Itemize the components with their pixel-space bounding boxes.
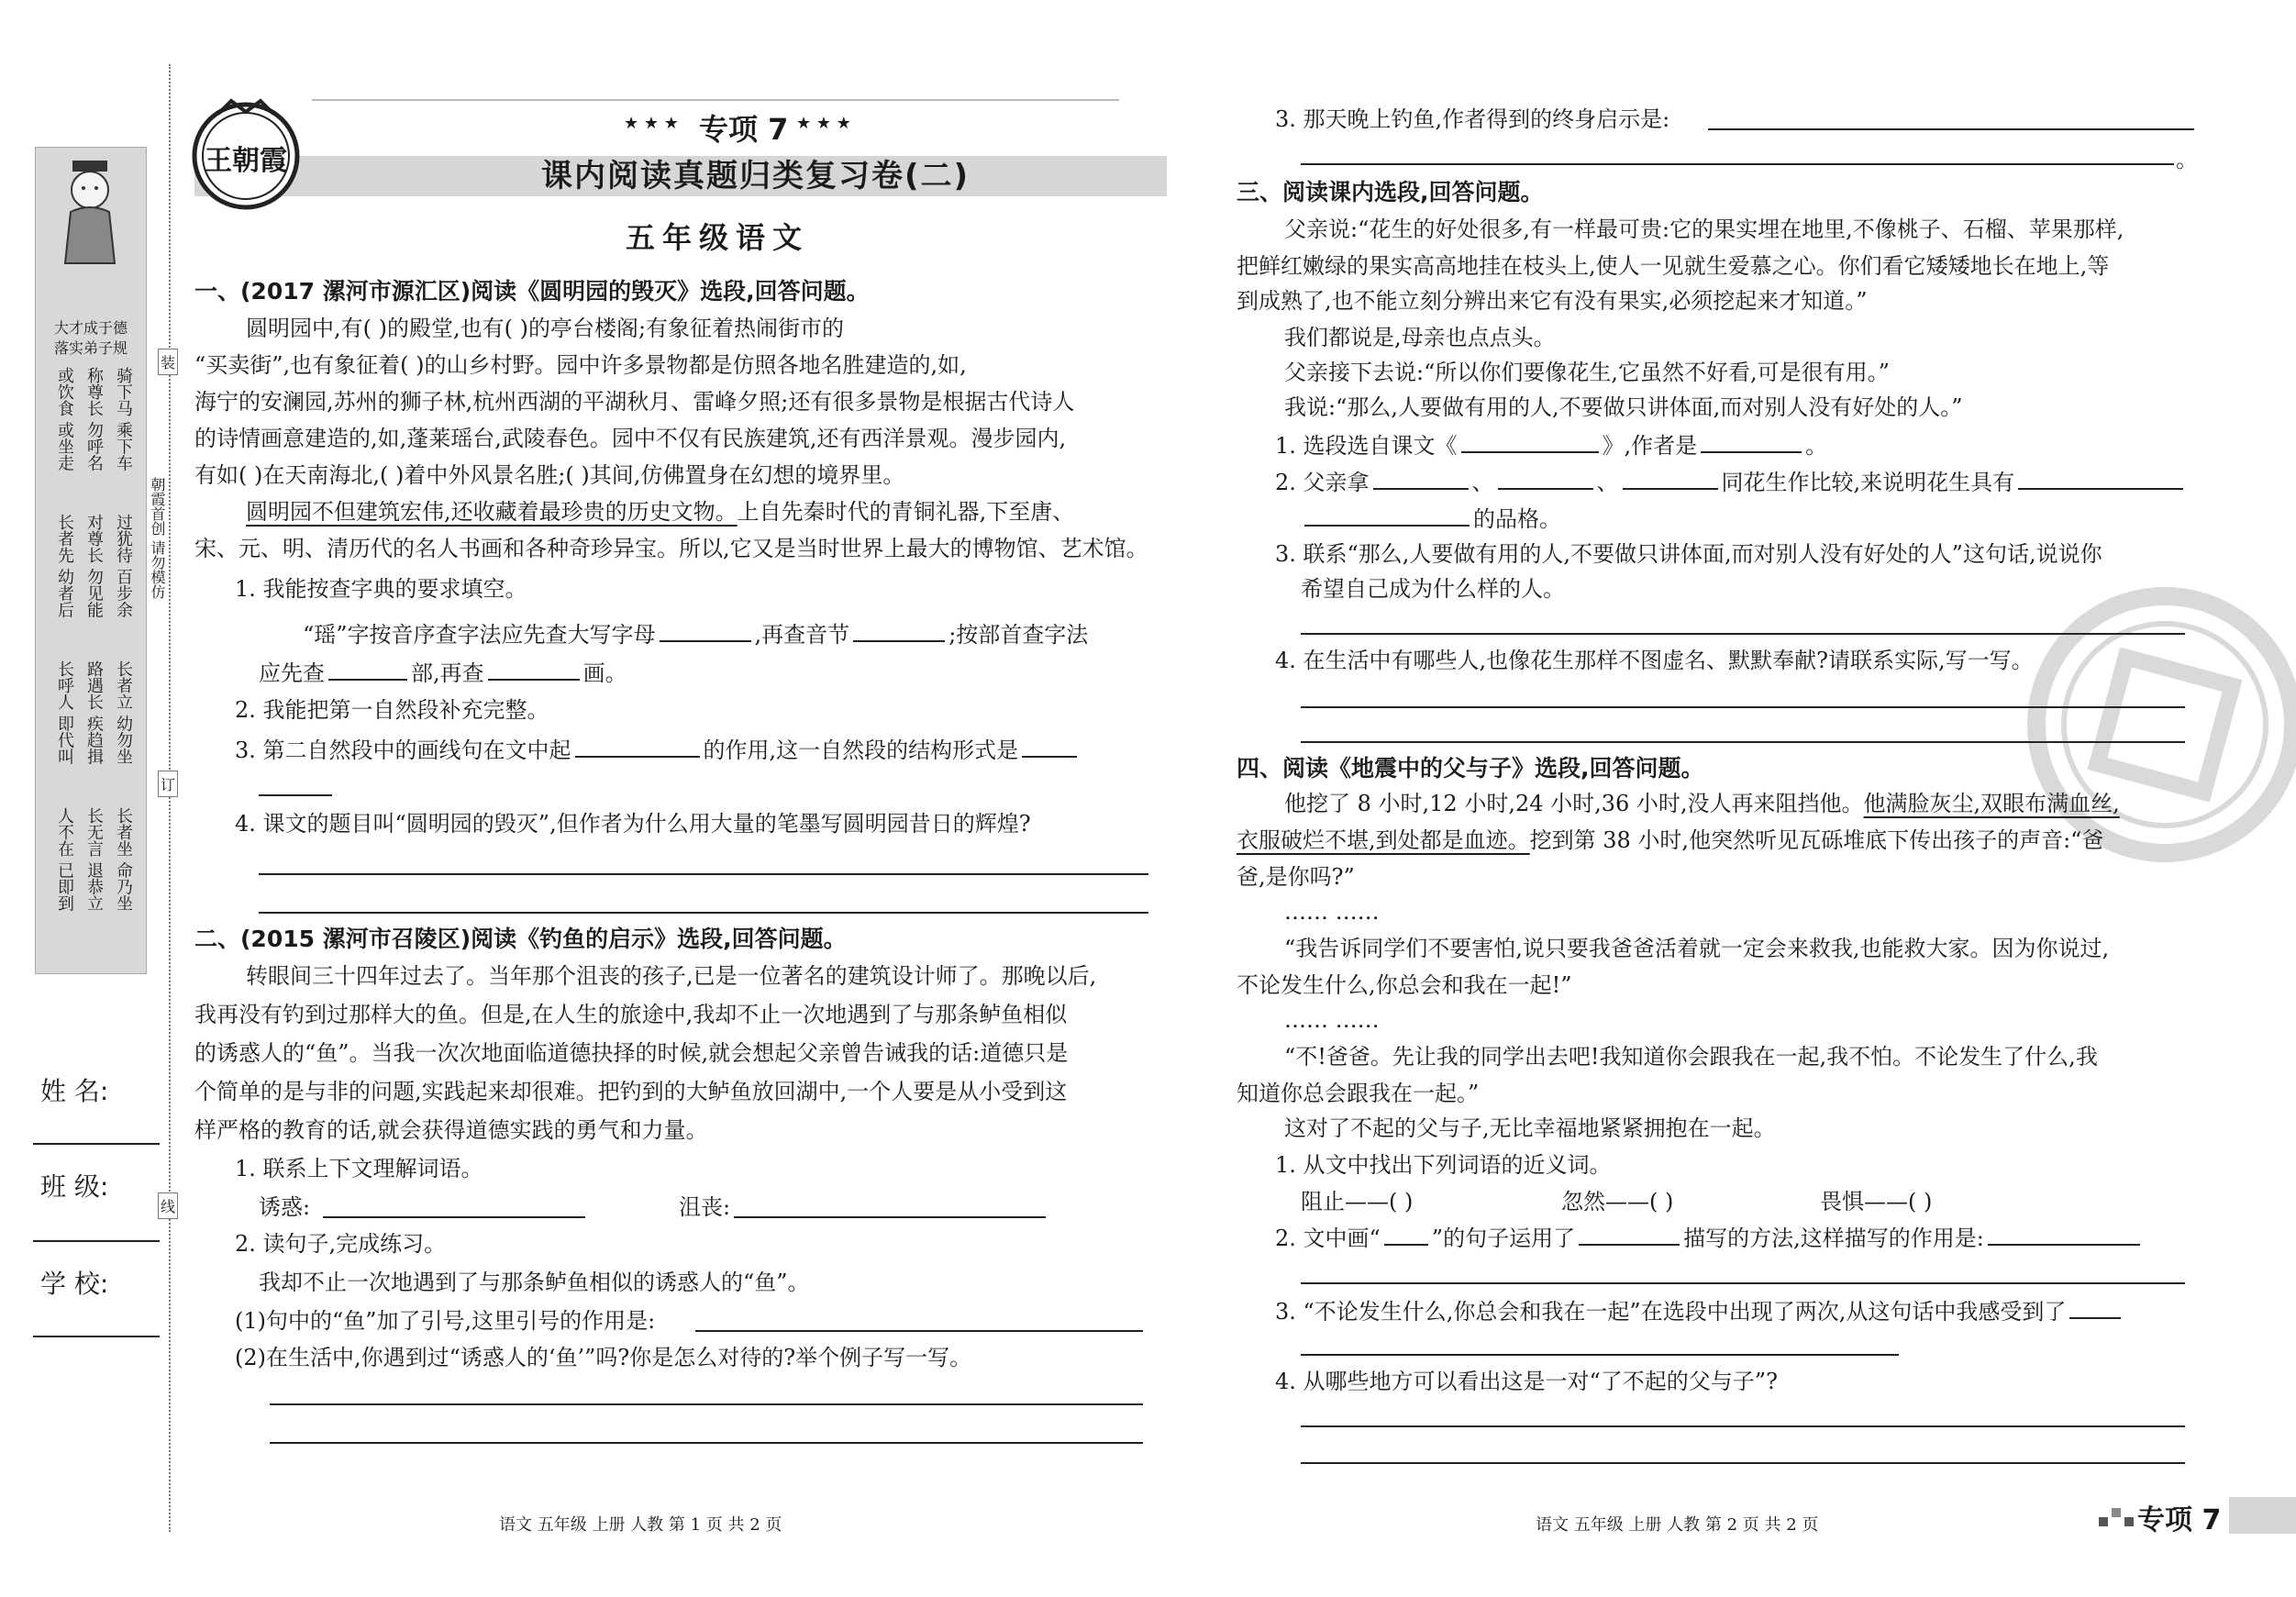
s1-p1-line2: “买卖街”,也有象征着( )的山乡村野。园中许多景物都是仿照各地名胜建造的,如, [194,352,967,378]
section2-heading: 二、(2015 漯河市召陵区)阅读《钓鱼的启示》选段,回答问题。 [194,926,847,952]
s4-p3-line2: 知道你总会跟我在一起。” [1237,1081,1480,1106]
section3-heading: 三、阅读课内选段,回答问题。 [1237,179,1544,205]
s1-q1-syllable-blank[interactable] [853,616,945,642]
binding-mark: 订 [158,771,178,797]
s3-q2-quality-blank[interactable] [2018,464,2183,490]
s3-p-line4: 我们都说是,母亲也点点头。 [1284,325,1556,350]
motto-top: 大才成于德 [53,319,128,337]
s1-p2-line2: 宋、元、明、清历代的名人书画和各种奇珍异宝。所以,它又是当时世界上最大的博物馆、艺术馆。 [194,536,1148,561]
s4-ellipsis1: …… …… [1284,899,1380,925]
s3-q2-fruit-blank3[interactable] [1623,464,1718,490]
s4-q3-feeling-blank[interactable] [2069,1293,2121,1319]
name-field[interactable] [33,1143,160,1145]
s1-p1-line5: 有如( )在天南海北,( )着中外风景名胜;( )其间,仿佛置身在幻想的境界里。 [194,462,905,488]
binding-mark: 线 [158,1192,178,1219]
s3-p-line1: 父亲说:“花生的好处很多,有一样最可贵:它的果实埋在地里,不像桃子、石榴、苹果那样, [1284,216,2124,242]
s3-q1: 1. 选段选自课文《 》,作者是 。 [1275,427,1827,462]
copyright-note: 朝霞首创 请勿模仿 [149,477,166,600]
s4-q4: 4. 从哪些地方可以看出这是一对“了不起的父与子”? [1275,1369,1778,1394]
s4-q2-method-blank[interactable] [1579,1220,1680,1246]
s4-q3: 3. “不论发生什么,你总会和我在一起”在选段中出现了两次,从这句话中我感受到了 [1275,1293,2124,1328]
stars-right: ★ ★ ★ [796,114,851,133]
school-label: 学 校: [40,1269,109,1299]
corner-special: 专项 7 [2137,1504,2222,1536]
s1-q3-role-blank[interactable] [575,732,700,758]
s4-q1-word3: 畏惧——( ) [1820,1189,1933,1214]
corner-dots [2099,1504,2135,1532]
s1-underlined-sentence: 圆明园不但建筑宏伟,还收藏着最珍贵的历史文物。 [246,499,738,525]
section1-heading: 一、(2017 漯河市源汇区)阅读《圆明园的毁灭》选段,回答问题。 [194,278,870,305]
special-number: 专项 7 [699,112,789,147]
s2-q2-2: (2)在生活中,你遇到过“诱惑人的‘鱼’”吗?你是怎么对待的?举个例子写一写。 [235,1345,972,1370]
s4-q3-answer-line2[interactable] [1301,1354,1899,1356]
rule-column: 长者先 幼者后 [55,514,74,618]
s4-p1-line3: 爸,是你吗?” [1237,864,1355,890]
s3-p-line6: 我说:“那么,人要做有用的人,不要做只讲体面,而对别人没有好处的人。” [1284,394,1963,420]
s1-q3-structure-blank[interactable] [1022,732,1077,758]
s1-q1-letter-blank[interactable] [660,616,751,642]
rule-column: 长者坐 命乃坐 [114,807,133,912]
logo-text: 王朝霞 [205,145,287,177]
rule-column: 路遇长 疾趋揖 [84,660,104,765]
s4-p1-line2: 衣服破烂不堪,到处都是血迹。挖到第 38 小时,他突然听见瓦砾堆底下传出孩子的声音:“爸 [1237,827,2104,853]
s3-q1-author-blank[interactable] [1701,427,1802,453]
s4-p4: 这对了不起的父与子,无比幸福地紧紧拥抱在一起。 [1284,1115,1776,1141]
s3-q3-line2: 希望自己成为什么样的人。 [1301,576,1565,602]
s1-p1-line1: 圆明园中,有( )的殿堂,也有( )的亭台楼阁;有象征着热闹街市的 [246,316,845,341]
s1-q1-line2: 应先查 部,再查 画。 [259,655,627,690]
s3-p-line3: 到成熟了,也不能立刻分辨出来它有没有果实,必须挖起来才知道。” [1237,288,1868,314]
s4-q1-word2: 忽然——( ) [1561,1189,1674,1214]
rule-column: 或饮食 或坐走 [55,367,74,471]
s2-q2-sentence: 我却不止一次地遇到了与那条鲈鱼相似的诱惑人的“鱼”。 [259,1270,810,1295]
s4-q2-effect-blank[interactable] [1988,1220,2140,1246]
s2-p-line3: 的诱惑人的“鱼”。当我一次次地面临道德抉择的时候,就会想起父亲曾告诫我的话:道德只是 [194,1040,1069,1066]
rule-column: 过犹待 百步余 [114,514,133,618]
footer-left: 语文 五年级 上册 人教 第 1 页 共 2 页 [499,1515,782,1535]
rule-column: 长呼人 即代叫 [55,660,74,765]
rule-column: 对尊长 勿见能 [84,514,104,618]
rules-columns [44,367,145,972]
s2-q2: 2. 读句子,完成练习。 [235,1231,447,1257]
s2-q1: 1. 联系上下文理解词语。 [235,1156,483,1181]
name-label: 姓 名: [40,1076,109,1106]
s4-underlined-2: 衣服破烂不堪,到处都是血迹。 [1237,827,1530,853]
rule-column: 骑下马 乘下车 [114,367,133,471]
class-label: 班 级: [40,1171,109,1202]
s2-p-line4: 个简单的是与非的问题,实践起来却很难。把钓到的大鲈鱼放回湖中,一个人要是从小受到这 [194,1079,1068,1104]
s3-q2-line2: 的品格。 [1301,501,1561,536]
s1-q4-answer-line1[interactable] [259,873,1148,875]
s1-q2: 2. 我能把第一自然段补充完整。 [235,697,549,723]
s2-q1-word1: 诱惑: [259,1194,311,1220]
stars-left: ★ ★ ★ [624,114,679,133]
s3-q1-title-blank[interactable] [1461,427,1599,453]
watermark-seal [2027,587,2296,862]
motto-bottom: 落实弟子规 [53,339,128,357]
rule-column: 长无言 退恭立 [84,807,104,912]
s1-q3-structure-line2[interactable] [259,794,332,796]
s4-q4-answer-line2[interactable] [1301,1462,2185,1464]
s1-q4-answer-line2[interactable] [259,912,1148,914]
s2-q2-2-answer-line1[interactable] [270,1403,1143,1405]
s2-q3: 3. 那天晚上钓鱼,作者得到的终身启示是: [1275,106,1670,132]
s4-p2-line2: 不论发生什么,你总会和我在一起!” [1237,972,1572,998]
s4-ellipsis2: …… …… [1284,1007,1380,1033]
s4-q2-mark-blank[interactable] [1384,1220,1428,1246]
s1-q1-radical-blank[interactable] [328,655,407,681]
s4-q1-word1: 阻止——( ) [1301,1189,1414,1214]
s2-q1-word2-blank[interactable] [734,1216,1046,1218]
scholar-figure-icon [60,157,120,267]
s2-q3-period: 。 [2176,147,2198,172]
s3-p-line2: 把鲜红嫩绿的果实高高地挂在枝头上,使人一见就生爱慕之心。你们看它矮矮地长在地上,等 [1237,253,2110,279]
s4-p2-line1: “我告诉同学们不要害怕,说只要我爸爸活着就一定会来救我,也能救大家。因为你说过, [1284,936,2110,961]
class-field[interactable] [33,1240,160,1242]
page-title: 课内阅读真题归类复习卷(二) [541,158,971,194]
footer-right: 语文 五年级 上册 人教 第 2 页 共 2 页 [1536,1515,1819,1535]
page-subtitle: 五年级语文 [626,220,810,255]
rule-column: 称尊长 勿呼名 [84,367,104,471]
binding-mark: 装 [158,349,178,375]
corner-band [2229,1497,2296,1534]
s4-q4-answer-line1[interactable] [1301,1425,2185,1427]
s2-q2-2-answer-line2[interactable] [270,1442,1143,1444]
s2-q1-word2: 沮丧: [679,1194,731,1220]
s4-q2-answer-line2[interactable] [1301,1282,2185,1284]
s1-p2-line1 [246,495,1074,528]
s1-p1-line4: 的诗情画意建造的,如,蓬莱瑶台,武陵春色。园中不仅有民族建筑,还有西洋景观。漫步园内, [194,426,1067,451]
section4-heading: 四、阅读《地震中的父与子》选段,回答问题。 [1237,755,1704,782]
school-field[interactable] [33,1336,160,1337]
brand-logo [187,95,305,213]
s4-q2: 2. 文中画“ ”的句子运用了 描写的方法,这样描写的作用是: [1275,1220,2144,1255]
rule-column: 长者立 幼勿坐 [114,660,133,765]
s1-q4: 4. 课文的题目叫“圆明园的毁灭”,但作者为什么用大量的笔墨写圆明园昔日的辉煌? [235,811,1031,837]
s2-p-line1: 转眼间三十四年过去了。当年那个沮丧的孩子,已是一位著名的建筑设计师了。那晚以后, [246,963,1097,989]
rule-column: 人不在 已即到 [55,807,74,912]
s2-q2-1-blank[interactable] [695,1330,1143,1332]
s1-q1-strokes-blank[interactable] [488,655,580,681]
s3-q2-fruit-blank1[interactable] [1373,464,1469,490]
s1-q1: 1. 我能按查字典的要求填空。 [235,576,527,602]
s2-q2-1: (1)句中的“鱼”加了引号,这里引号的作用是: [235,1308,656,1334]
s4-underlined-1: 他满脸灰尘,双眼布满血丝, [1863,791,2120,816]
header-ribbon [312,99,1119,101]
s2-p-line5: 样严格的教育的话,就会获得道德实践的勇气和力量。 [194,1117,708,1143]
binding-dotted-line [169,64,171,1532]
s2-q1-word1-blank[interactable] [323,1216,585,1218]
s4-p1-line1: 他挖了 8 小时,12 小时,24 小时,36 小时,没人再来阻挡他。他满脸灰尘,双眼布满血丝, [1284,791,2120,816]
s4-q1: 1. 从文中找出下列词语的近义词。 [1275,1152,1612,1178]
s1-p2-rest: 上自先秦时代的青铜礼器,下至唐、 [737,499,1075,525]
s3-q4: 4. 在生活中有哪些人,也像花生那样不图虚名、默默奉献?请联系实际,写一写。 [1275,648,2034,673]
s3-q3: 3. 联系“那么,人要做有用的人,不要做只讲体面,而对别人没有好处的人”这句话,说说你 [1275,541,2102,567]
s2-p-line2: 我再没有钓到过那样大的鱼。但是,在人生的旅途中,我却不止一次地遇到了与那条鲈鱼相似 [194,1002,1068,1027]
s2-q3-answer-line2[interactable] [1301,163,2174,165]
s1-p1-line3: 海宁的安澜园,苏州的狮子林,杭州西湖的平湖秋月、雷峰夕照;还有很多景物是根据古代诗人 [194,389,1075,415]
s3-q2: 2. 父亲拿 、 、 同花生作比较,来说明花生具有 [1275,464,2187,499]
s1-q3: 3. 第二自然段中的画线句在文中起 的作用,这一自然段的结构形式是 [235,732,1081,767]
s3-p-line5: 父亲接下去说:“所以你们要像花生,它虽然不好看,可是很有用。” [1284,360,1890,385]
s2-q3-blank[interactable] [1708,128,2194,130]
s1-q1-line1: “瑶”字按音序查字法应先查大写字母 ,再查音节 ;按部首查字法 [303,616,1088,651]
s3-q2-fruit-blank2[interactable] [1498,464,1593,490]
s4-p3-line1: “不!爸爸。先让我的同学出去吧!我知道你会跟我在一起,我不怕。不论发生了什么,我 [1284,1044,2098,1070]
s3-q2-quality-blank2[interactable] [1304,501,1470,527]
